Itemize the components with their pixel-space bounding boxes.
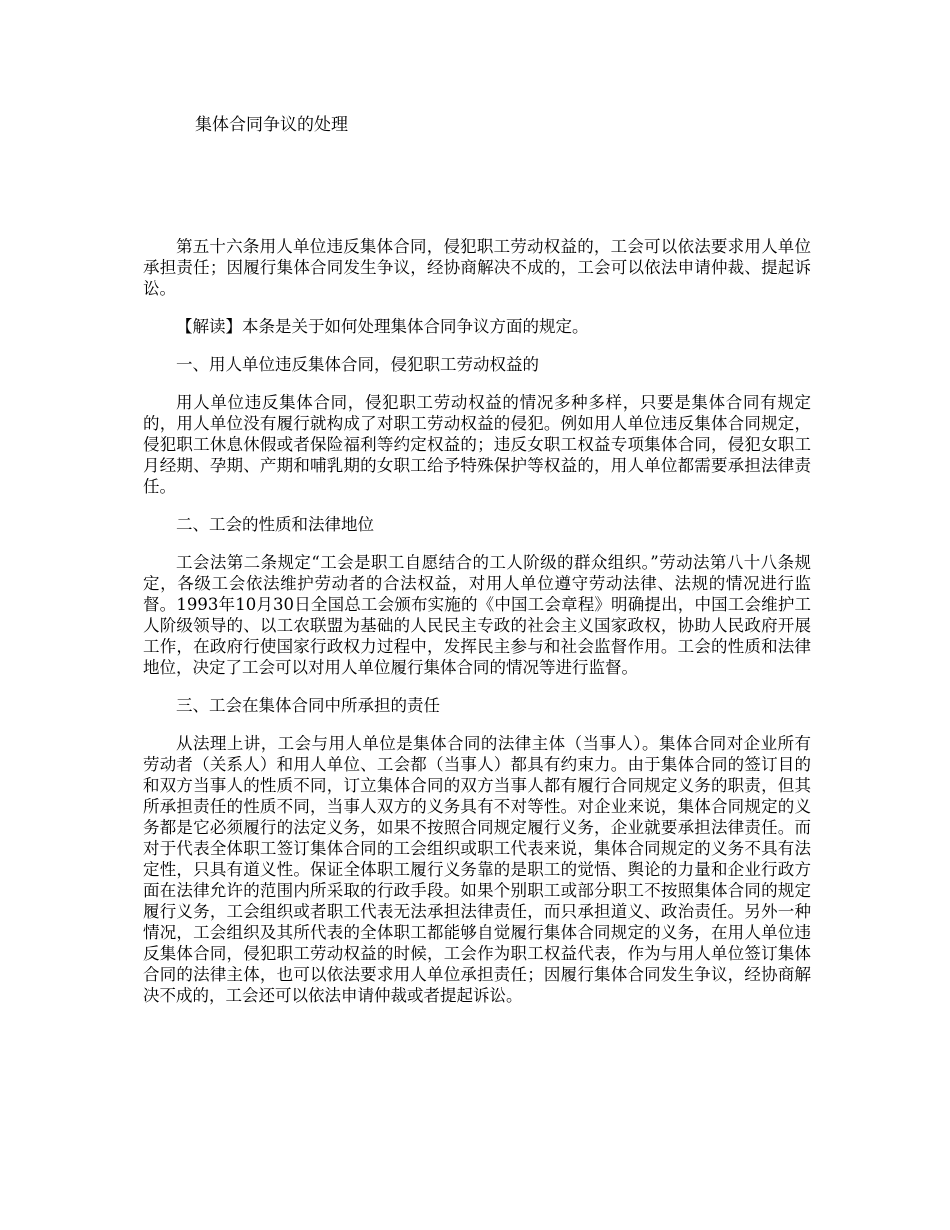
article-paragraph: 第五十六条用人单位违反集体合同，侵犯职工劳动权益的，工会可以依法要求用人单位承担责任；因履行集体合同发生争议，经协商解决不成的，工会可以依法申请仲裁、提起诉讼。 <box>143 237 811 298</box>
section-paragraph-1: 用人单位违反集体合同，侵犯职工劳动权益的情况多种多样，只要是集体合同有规定的，用人单位没有履行就构成了对职工劳动权益的侵犯。例如用人单位违反集体合同规定，侵犯职工休息休假或者保险福利等约定权益的；违反女职工权益专项集体合同，侵犯女职工月经期、孕期、产期和哺乳期的女职工给予特殊保护等权益的，用人单位都需要承担法律责任。 <box>143 393 811 496</box>
section-heading-2: 二、工会的性质和法律地位 <box>176 515 374 534</box>
section-paragraph-2: 工会法第二条规定“工会是职工自愿结合的工人阶级的群众组织。”劳动法第八十八条规定，各级工会依法维护劳动者的合法权益，对用人单位遵守劳动法律、法规的情况进行监督。1993年10月30日全国总工会颁布实施的《中国工会章程》明确提出，中国工会维护工人阶级领导的、以工农联盟为基础的人民民主专政的社会主义国家政权，协助人民政府开展工作，在政府行使国家行政权力过程中，发挥民主参与和社会监督作用。工会的性质和法律地位，决定了工会可以对用人单位履行集体合同的情况等进行监督。 <box>143 553 811 677</box>
document-body <box>143 236 811 1023</box>
document-title: 集体合同争议的处理 <box>195 115 348 135</box>
section-heading-3: 三、工会在集体合同中所承担的责任 <box>176 696 440 715</box>
interpretation-paragraph: 【解读】本条是关于如何处理集体合同争议方面的规定。 <box>176 317 589 336</box>
section-paragraph-3: 从法理上讲，工会与用人单位是集体合同的法律主体（当事人）。集体合同对企业所有劳动者（关系人）和用人单位、工会都（当事人）都具有约束力。由于集体合同的签订目的和双方当事人的性质不同，订立集体合同的双方当事人都有履行合同规定义务的职责，但其所承担责任的性质不同，当事人双方的义务具有不对等性。对企业来说，集体合同规定的义务都是它必须履行的法定义务，如果不按照合同规定履行义务，企业就要承担法律责任。而对于代表全体职工签订集体合同的工会组织或职工代表来说，集体合同规定的义务不具有法定性，只具有道义性。保证全体职工履行义务靠的是职工的觉悟、舆论的力量和企业行政方面在法律允许的范围内所采取的行政手段。如果个别职工或部分职工不按照集体合同的规定履行义务，工会组织或者职工代表无法承担法律责任，而只承担道义、政治责任。另外一种情况，工会组织及其所代表的全体职工都能够自觉履行集体合同规定的义务，在用人单位违反集体合同，侵犯职工劳动权益的时候，工会作为职工权益代表，作为与用人单位签订集体合同的法律主体，也可以依法要求用人单位承担责任；因履行集体合同发生争议，经协商解决不成的，工会还可以依法申请仲裁或者提起诉讼。 <box>143 734 811 1005</box>
section-heading-1: 一、用人单位违反集体合同，侵犯职工劳动权益的 <box>176 355 539 374</box>
